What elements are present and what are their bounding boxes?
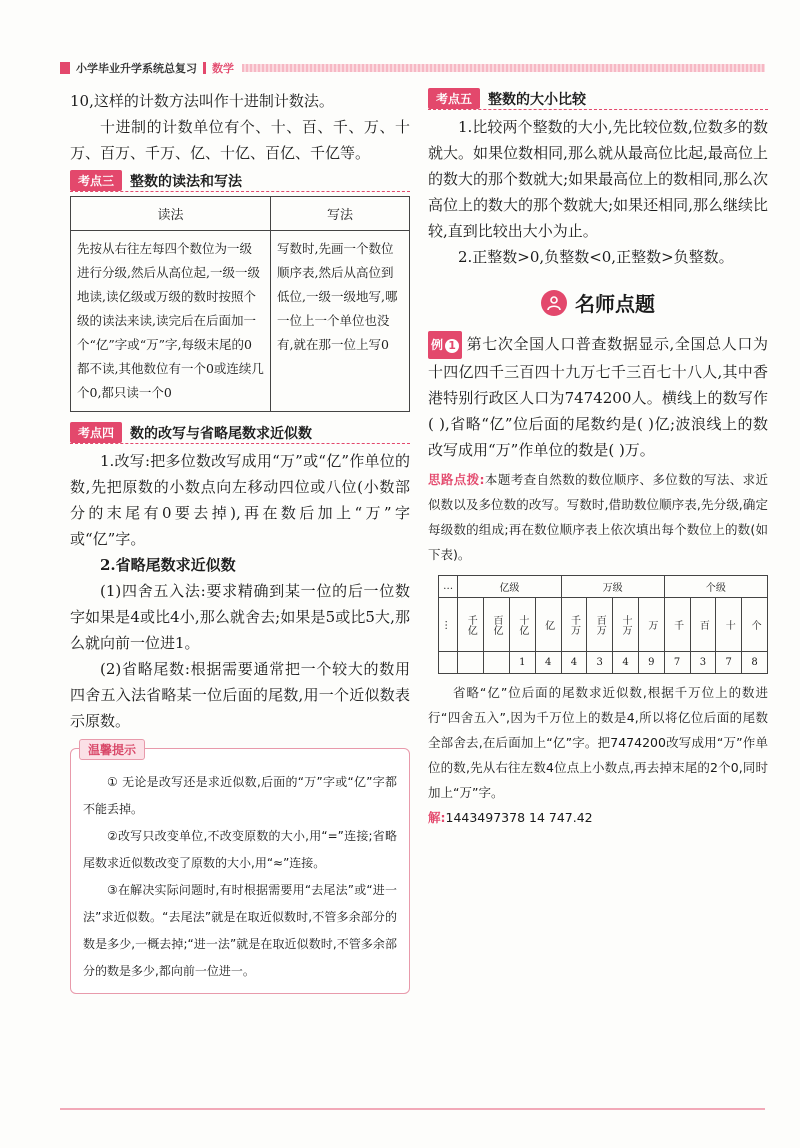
- place-digit: 3: [690, 652, 716, 674]
- subject-label: 数学: [212, 62, 234, 75]
- unit-row: [439, 598, 768, 652]
- write-rules: 写数时,先画一个数位顺序表,然后从高位到低位,一级一级地写,哪一位上一个单位也没有,就在那一位上写0: [271, 231, 410, 412]
- example-number: 1: [445, 339, 459, 353]
- answer-label: 解:: [428, 810, 446, 825]
- header-read: 读法: [71, 197, 271, 231]
- tip-label: 温馨提示: [79, 739, 145, 760]
- place-digit: 1: [509, 652, 535, 674]
- famous-teacher-heading: [428, 288, 768, 317]
- kd4-tag: 考点四: [70, 422, 122, 443]
- tip-item-1: ① 无论是改写还是求近似数,后面的“万”字或“亿”字都不能丢掉。: [83, 775, 397, 816]
- kd3-title: 整数的读法和写法: [130, 173, 243, 190]
- bottom-rule: [60, 1108, 765, 1110]
- kd5-title: 整数的大小比较: [488, 91, 587, 108]
- place-digit: [484, 652, 510, 674]
- place-digit: [439, 652, 458, 674]
- tip-item-2: ②改写只改变单位,不改变原数的大小,用“=”连接;省略尾数求近似数改变了原数的大小,用“≈”连接。: [83, 829, 397, 870]
- tip-item-3: ③在解决实际问题时,有时根据需要用“去尾法”或“进一法”求近似数。“去尾法”就是在取近似数时,不管多余部分的数是多少,一概去掉;“进一法”就是在取近似数时,不管多余部分的数是多少,都向前一位进一。: [83, 883, 397, 978]
- digit-row: [439, 652, 768, 674]
- read-rules: 先按从右往左每四个数位为一级进行分级,然后从高位起,一级一级地读,读亿级或万级的数时按照个级的读法来读,读完后在后面加一个“亿”字或“万”字,每级末尾的0都不读,其他数位有一个0或连续几个0,都只读一个0: [71, 231, 271, 412]
- right-column: [428, 88, 768, 830]
- left-column: [70, 88, 410, 994]
- example-tag: 例 1: [428, 331, 462, 359]
- hint-text: 本题考查自然数的数位顺序、多位数的写法、求近似数以及多位数的改写。写数时,借助数位顺序表,先分级,确定每级数的组成;再在数位顺序表上依次填出每个数位上的数(如下表)。: [428, 472, 768, 562]
- header-write: 写法: [271, 197, 410, 231]
- place-unit: 十亿: [509, 598, 535, 652]
- kd3-tag: 考点三: [70, 170, 122, 191]
- kd4-title: 数的改写与省略尾数求近似数: [130, 425, 313, 442]
- section-heading-kd3: [70, 170, 410, 192]
- group-ge: 个级: [664, 576, 767, 598]
- group-ellipsis: …: [439, 576, 458, 598]
- group-wan: 万级: [561, 576, 664, 598]
- place-unit: …: [439, 598, 458, 652]
- hint-paragraph: [428, 467, 768, 567]
- place-unit: 百亿: [484, 598, 510, 652]
- read-write-table: [70, 196, 410, 412]
- place-digit: 7: [664, 652, 690, 674]
- rewrite-rule: 1.改写:把多位数改写成用“万”或“亿”作单位的数,先把原数的小数点向左移动四位或八位(小数部分的末尾有0要去掉),再在数后加上“万”字或“亿”字。: [70, 452, 410, 548]
- place-unit: 万: [638, 598, 664, 652]
- sign-rule: 2.正整数>0,负整数<0,正整数>负整数。: [458, 248, 734, 266]
- famous-title: 名师点题: [575, 292, 655, 316]
- place-unit: 十: [716, 598, 742, 652]
- header-accent: [60, 62, 70, 74]
- tip-box: [70, 743, 410, 994]
- place-unit: 个: [742, 598, 768, 652]
- place-digit: 4: [613, 652, 639, 674]
- place-unit: 百: [690, 598, 716, 652]
- header-separator: [203, 62, 206, 74]
- compare-rule: 1.比较两个整数的大小,先比较位数,位数多的数就大。如果位数相同,那么就从最高位比起,最高位上的数大的那个数就大;如果最高位上的数相同,那么次高位上的数大的那个数就大;如果还相同,那么继续比较,直到比较出大小为止。: [428, 118, 768, 240]
- place-unit: 十万: [613, 598, 639, 652]
- place-unit: 千亿: [458, 598, 484, 652]
- place-unit: 千: [664, 598, 690, 652]
- place-value-table: [438, 575, 768, 674]
- place-digit: 9: [638, 652, 664, 674]
- series-title: 小学毕业升学系统总复习: [76, 62, 197, 75]
- teacher-icon: [541, 290, 567, 316]
- section-heading-kd5: [428, 88, 768, 110]
- place-unit: 百万: [587, 598, 613, 652]
- explanation: 省略“亿”位后面的尾数求近似数,根据千万位上的数进行“四舍五入”,因为千万位上的数是4,所以将亿位后面的尾数全部舍去,在后面加上“亿”字。把7474200改写成用“万”作单位的数,先从右往左数4位点上小数点,再去掉末尾的2个0,同时加上“万”字。: [428, 685, 768, 800]
- example-text: 第七次全国人口普查数据显示,全国总人口为十四亿四千三百四十九万七千三百七十八人,其中香港特别行政区人口为7474200人。横线上的数写作( ),省略“亿”位后面的尾数约是( )亿;波浪线上的数改写成用“万”作单位的数是( )万。: [428, 335, 768, 459]
- omit-rule: (2)省略尾数:根据需要通常把一个较大的数用四舍五入法省略某一位后面的尾数,用一个近似数表示原数。: [70, 660, 410, 730]
- place-digit: 4: [535, 652, 561, 674]
- omit-title: 2.省略尾数求近似数: [100, 556, 236, 574]
- place-digit: 3: [587, 652, 613, 674]
- section-heading-kd4: [70, 422, 410, 444]
- answer: [428, 805, 768, 830]
- answer-text: 1443497378 14 747.42: [445, 810, 593, 825]
- rounding-rule: (1)四舍五入法:要求精确到某一位的后一位数字如果是4或比4小,那么就舍去;如果是5或比5大,那么就向前一位进1。: [70, 582, 410, 652]
- place-unit: 千万: [561, 598, 587, 652]
- intro-paragraph-2: 十进制的计数单位有个、十、百、千、万、十万、百万、千万、亿、十亿、百亿、千亿等。: [70, 118, 410, 162]
- header-stripe: [242, 64, 765, 72]
- page-header: [60, 58, 765, 78]
- kd5-tag: 考点五: [428, 88, 480, 109]
- place-digit: 7: [716, 652, 742, 674]
- intro-paragraph-1: 10,这样的计数方法叫作十进制计数法。: [70, 92, 334, 110]
- group-yi: 亿级: [458, 576, 561, 598]
- place-digit: 8: [742, 652, 768, 674]
- place-digit: 4: [561, 652, 587, 674]
- hint-label: 思路点拨:: [428, 472, 485, 487]
- place-digit: [458, 652, 484, 674]
- place-unit: 亿: [535, 598, 561, 652]
- example-1: [428, 331, 768, 463]
